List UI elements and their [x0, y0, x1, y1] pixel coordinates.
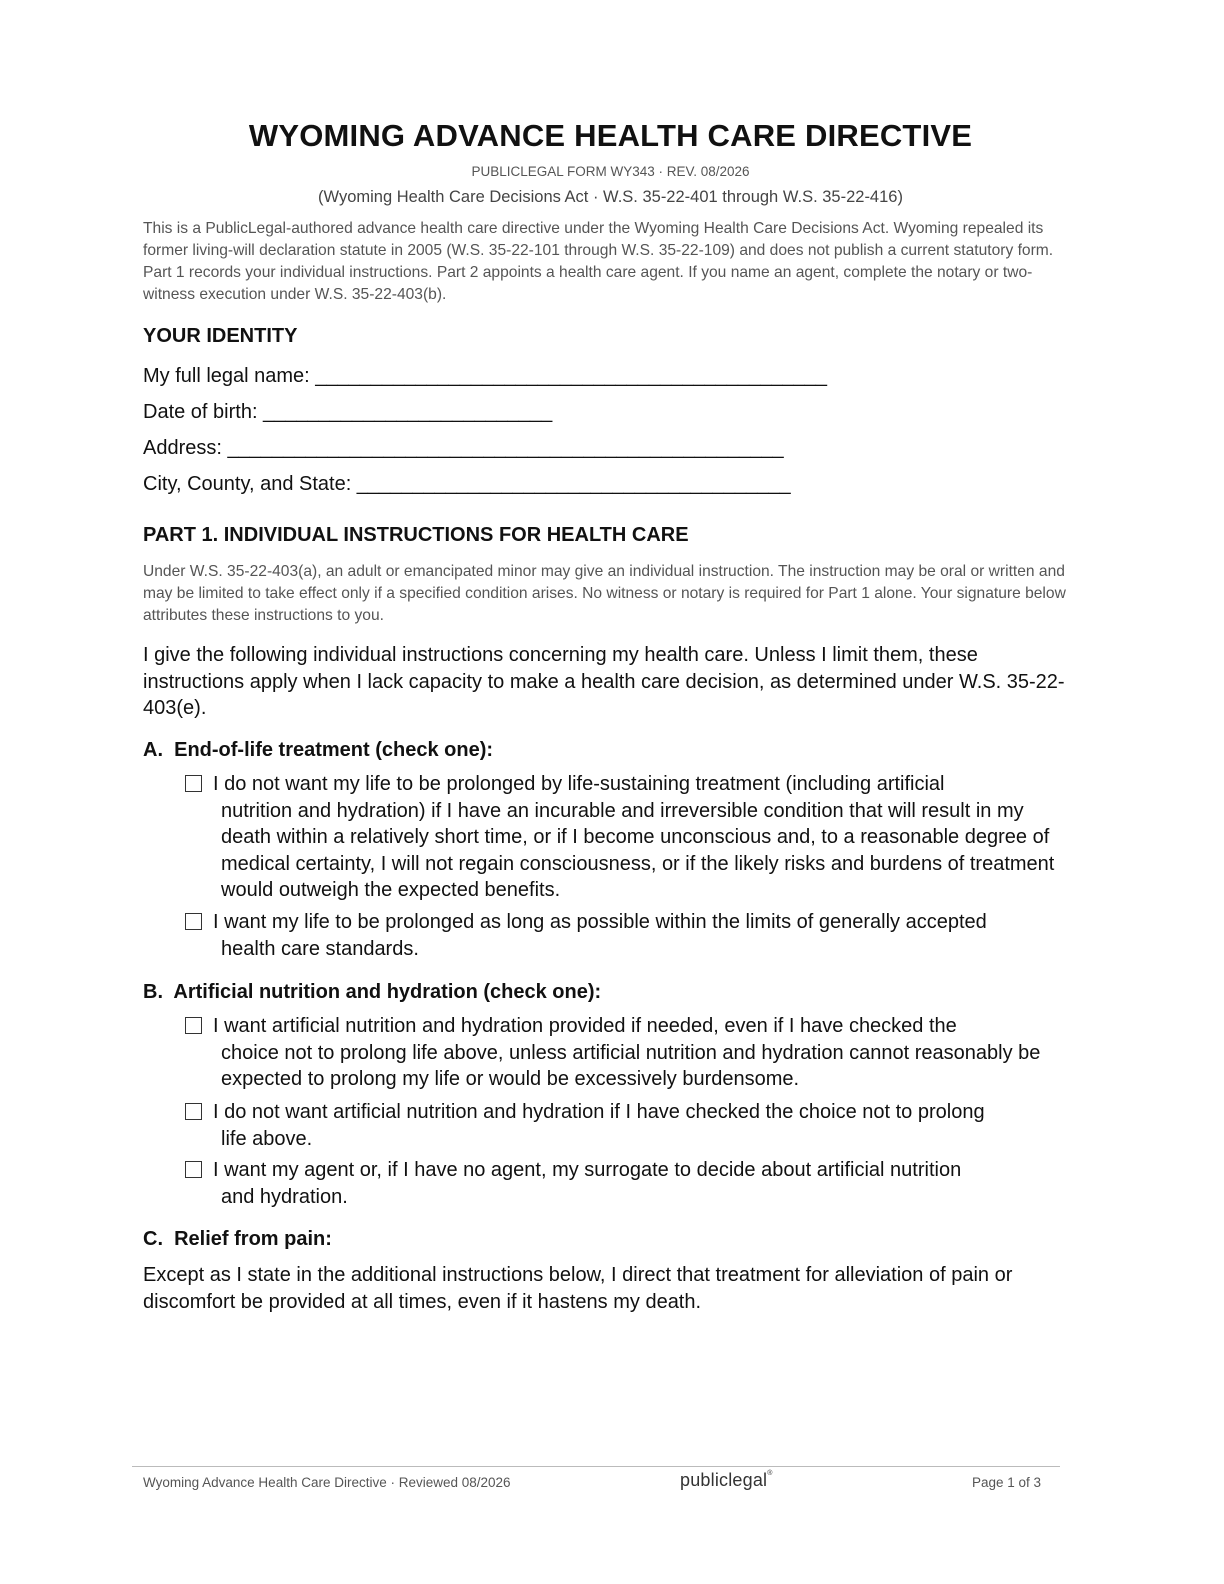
checkbox[interactable]	[185, 1161, 202, 1178]
statute-reference: (Wyoming Health Care Decisions Act · W.S. 35-22-401 through W.S. 35-22-416)	[318, 188, 903, 206]
section-b-option-3: I want my agent or, if I have no agent, my surrogate to decide about artificial nutrition and hydration.	[185, 1157, 1075, 1210]
section-b-heading: B. Artificial nutrition and hydration (check one):	[143, 981, 602, 1003]
publiclegal-logo: publiclegal®	[680, 1470, 773, 1490]
checkbox[interactable]	[185, 775, 202, 792]
section-c-heading: C. Relief from pain:	[143, 1228, 332, 1250]
page-number: Page 1 of 3	[972, 1475, 1042, 1490]
checkbox[interactable]	[185, 1103, 202, 1120]
address-field[interactable]: Address: __________________________________________________	[143, 437, 784, 459]
full-name-field[interactable]: My full legal name: ______________________________________________	[143, 365, 827, 387]
intro-paragraph: This is a PublicLegal-authored advance health care directive under the Wyoming Health Care Decisions Act. Wyoming repealed its former living-will declaration statute in 2005 (W.S. 35-22-101 through W.S. 35-22-109) and does not publish a current statutory form. Part 1 records your individual instructions. Part 2 appoints a health care agent. If you name an agent, complete the notary or two-witness execution under W.S. 35-22-403(b).	[143, 220, 1054, 303]
identity-heading: YOUR IDENTITY	[143, 325, 298, 347]
section-a-option-2: I want my life to be prolonged as long as possible within the limits of generally accepted health care standards.	[185, 909, 1075, 962]
part1-heading: PART 1. INDIVIDUAL INSTRUCTIONS FOR HEALTH CARE	[143, 524, 689, 546]
part1-intro: I give the following individual instructions concerning my health care. Unless I limit them, these instructions apply when I lack capacity to make a health care decision, as determined under W.S. 35-22-403(e).	[143, 644, 1065, 719]
form-id: PUBLICLEGAL FORM WY343 · REV. 08/2026	[471, 164, 750, 179]
dob-field[interactable]: Date of birth: __________________________	[143, 401, 553, 423]
section-a-option-1: I do not want my life to be prolonged by life-sustaining treatment (including artificial nutrition and hydration) if I have an incurable and irreversible condition that will result in my death within a relatively short time, or if I become unconscious and, to a reasonable degree of medical certainty, I will not regain consciousness, or if the likely risks and burdens of treatment would outweigh the expected benefits.	[185, 771, 1075, 904]
checkbox[interactable]	[185, 1017, 202, 1034]
footer-doc-name: Wyoming Advance Health Care Directive · Reviewed 08/2026	[143, 1475, 511, 1490]
city-county-state-field[interactable]: City, County, and State: _______________________________________	[143, 473, 791, 495]
section-a-heading: A. End-of-life treatment (check one):	[143, 739, 494, 761]
document-title: WYOMING ADVANCE HEALTH CARE DIRECTIVE	[248, 118, 973, 153]
footer-divider	[132, 1466, 1060, 1467]
section-b-option-2: I do not want artificial nutrition and hydration if I have checked the choice not to prolong life above.	[185, 1099, 1075, 1152]
part1-note: Under W.S. 35-22-403(a), an adult or emancipated minor may give an individual instruction. The instruction may be oral or written and may be limited to take effect only if a specified condition arises. No witness or notary is required for Part 1 alone. Your signature below attributes these instructions to you.	[143, 563, 1066, 624]
checkbox[interactable]	[185, 913, 202, 930]
section-b-option-1: I want artificial nutrition and hydration provided if needed, even if I have checked the choice not to prolong life above, unless artificial nutrition and hydration cannot reasonably be expected to prolong my life or would be excessively burdensome.	[185, 1013, 1075, 1093]
section-c-text: Except as I state in the additional instructions below, I direct that treatment for alleviation of pain or discomfort be provided at all times, even if it hastens my death.	[143, 1264, 1013, 1313]
